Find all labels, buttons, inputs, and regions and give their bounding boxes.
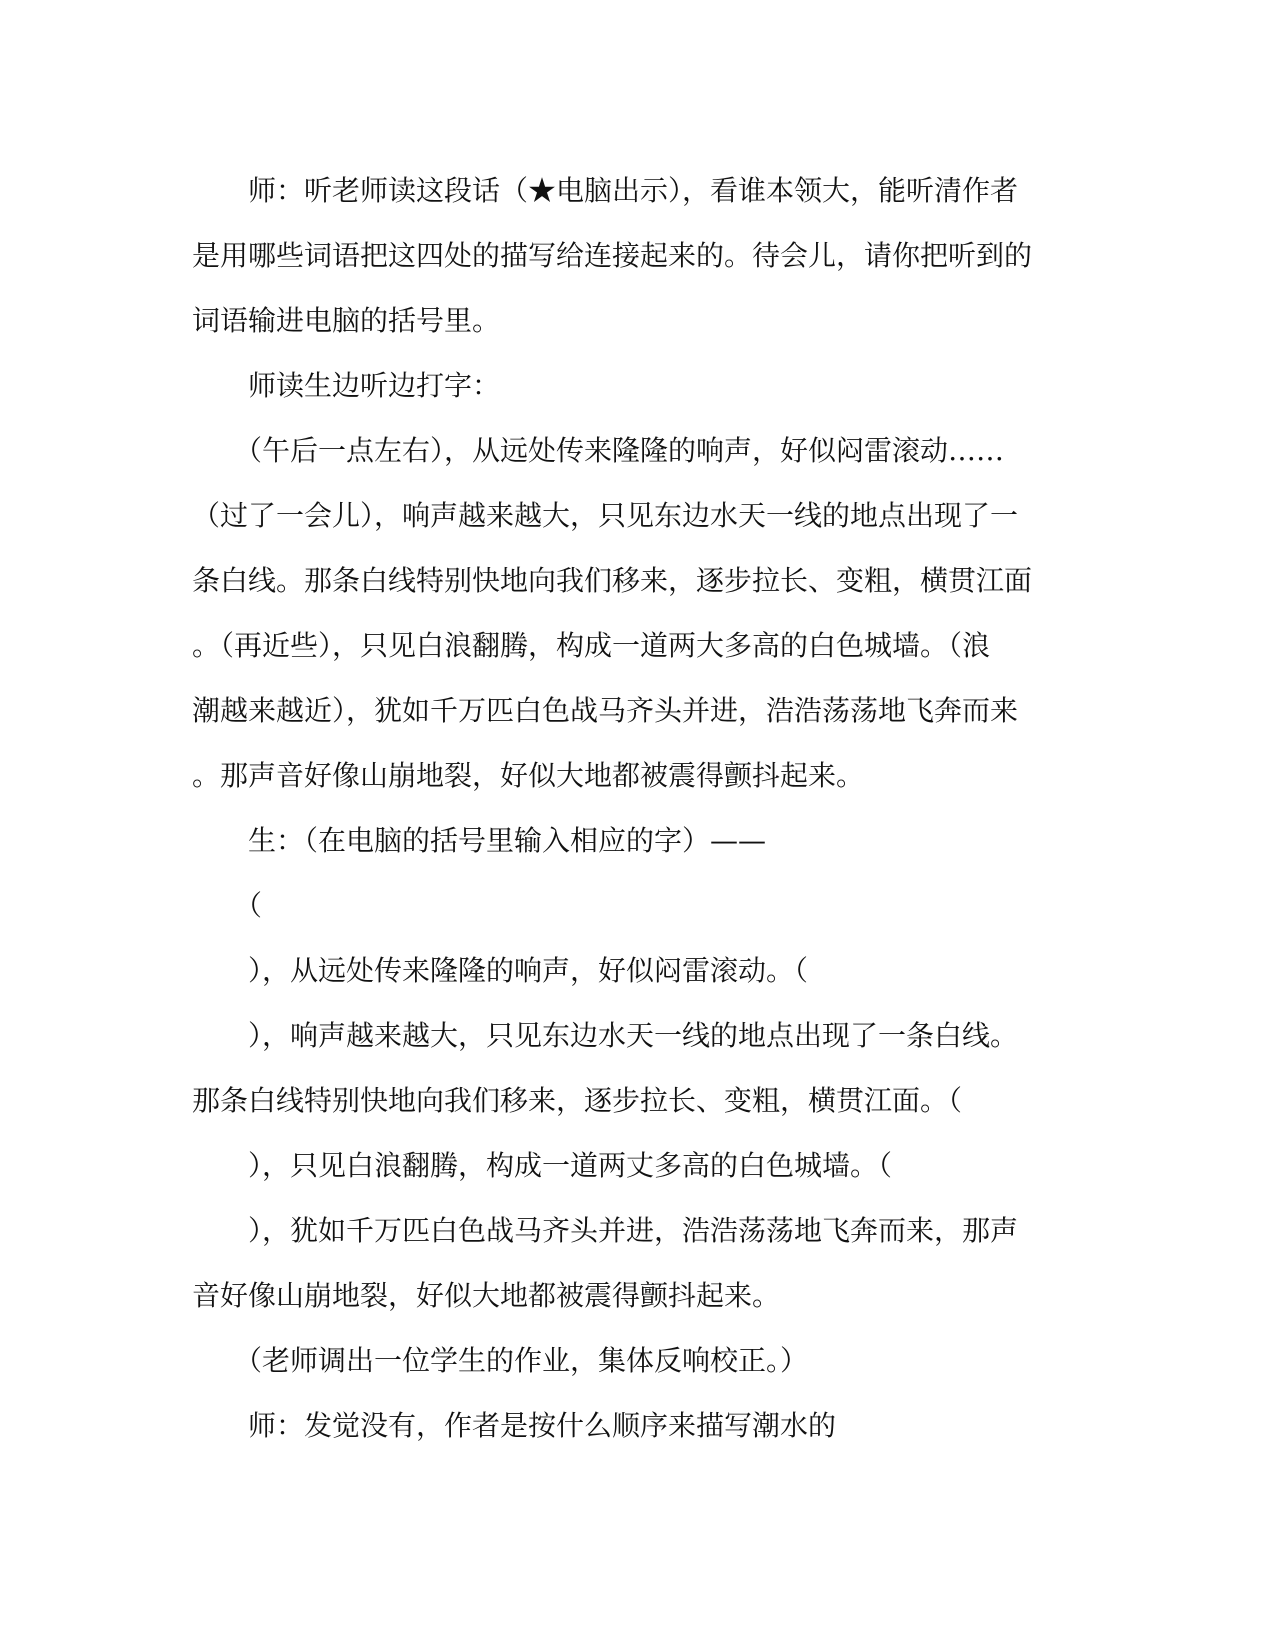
text-line: ），只见白浪翻腾，构成一道两丈多高的白色城墙。（ <box>192 1149 893 1182</box>
text-line: 。那声音好像山崩地裂，好似大地都被震得颤抖起来。 <box>192 759 865 792</box>
document-body <box>192 158 1072 1458</box>
text-line: （过了一会儿），响声越来越大，只见东边水天一线的地点出现了一 <box>192 499 1019 532</box>
text-line: ），犹如千万匹白色战马齐头并进，浩浩荡荡地飞奔而来，那声 <box>192 1214 1019 1247</box>
text-line: 是用哪些词语把这四处的描写给连接起来的。待会儿，请你把听到的 <box>192 239 1033 272</box>
text-line: （老师调出一位学生的作业，集体反响校正。） <box>192 1344 809 1377</box>
text-line: 音好像山崩地裂，好似大地都被震得颤抖起来。 <box>192 1279 781 1312</box>
text-line: （ <box>192 889 263 922</box>
text-line: 。（再近些），只见白浪翻腾，构成一道两大多高的白色城墙。（浪 <box>192 629 991 662</box>
text-line: 师：发觉没有，作者是按什么顺序来描写潮水的 <box>192 1409 837 1442</box>
text-line: 条白线。那条白线特别快地向我们移来，逐步拉长、变粗，横贯江面 <box>192 564 1033 597</box>
text-line: 师：听老师读这段话（★电脑出示），看谁本领大，能听清作者 <box>192 174 1019 207</box>
text-line: ），从远处传来隆隆的响声，好似闷雷滚动。（ <box>192 954 809 987</box>
text-line: 生：（在电脑的括号里输入相应的字）—— <box>192 824 767 857</box>
text-line: （午后一点左右），从远处传来隆隆的响声，好似闷雷滚动…… <box>192 434 1005 467</box>
text-line: ），响声越来越大，只见东边水天一线的地点出现了一条白线。 <box>192 1019 1019 1052</box>
text-line: 师读生边听边打字： <box>192 369 501 402</box>
text-line: 词语输进电脑的括号里。 <box>192 304 501 337</box>
text-line: 那条白线特别快地向我们移来，逐步拉长、变粗，横贯江面。（ <box>192 1084 963 1117</box>
text-line: 潮越来越近），犹如千万匹白色战马齐头并进，浩浩荡荡地飞奔而来 <box>192 694 1019 727</box>
